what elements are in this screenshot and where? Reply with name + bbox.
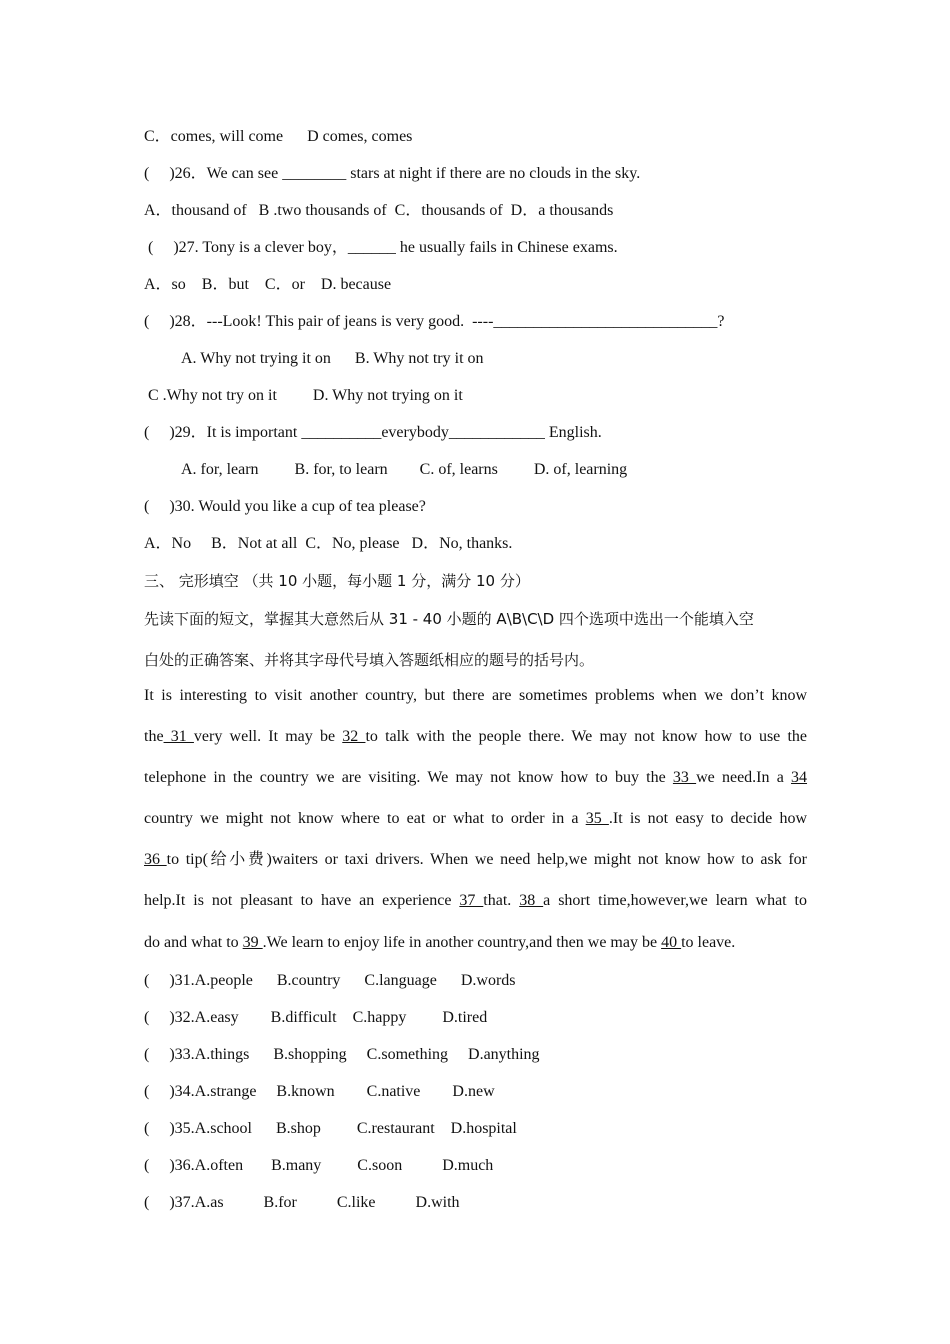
cloze-option-36: ( )36.A.often B.many C.soon D.much <box>144 1157 494 1174</box>
q28-options-ab: A. Why not trying it on B. Why not try it on <box>181 350 484 367</box>
passage-line-4: country we might not know where to eat or what to order in a 35 .It is not easy to decide how <box>144 810 807 827</box>
q26-stem: ( )26．We can see ________ stars at night if there are no clouds in the sky. <box>144 165 641 182</box>
blank-40: 40 <box>661 934 682 951</box>
q28-options-cd: C .Why not try on it D. Why not trying on it <box>148 387 463 404</box>
q26-options: A．thousand of B .two thousands of C．thousands of D．a thousands <box>144 202 614 219</box>
blank-36: 36 <box>144 851 167 868</box>
blank-35: 35 <box>585 810 609 827</box>
cloze-option-34: ( )34.A.strange B.known C.native D.new <box>144 1083 495 1100</box>
cloze-option-35: ( )35.A.school B.shop C.restaurant D.hospital <box>144 1120 517 1137</box>
q25-options: C．comes, will come D comes, comes <box>144 128 413 145</box>
section3-heading: 三、 完形填空 （共 10 小题，每小题 1 分，满分 10 分） <box>144 572 530 590</box>
q30-options: A．No B．Not at all C．No, please D．No, thanks. <box>144 535 513 552</box>
cloze-option-32: ( )32.A.easy B.difficult C.happy D.tired <box>144 1009 488 1026</box>
passage-line-3: telephone in the country we are visiting. We may not know how to buy the 33 we need.In a 34 <box>144 769 808 786</box>
blank-31: 31 <box>163 728 194 745</box>
cloze-option-31: ( )31.A.people B.country C.language D.words <box>144 972 516 989</box>
q28-stem: ( )28．---Look! This pair of jeans is very good. ----____________________________? <box>144 313 725 330</box>
q30-stem: ( )30. Would you like a cup of tea please? <box>144 498 426 515</box>
q27-options: A．so B．but C．or D. because <box>144 276 392 293</box>
passage-line-7: do and what to 39 .We learn to enjoy life in another country,and then we may be 40 to leave. <box>144 934 736 951</box>
section3-instructions-line1: 先读下面的短文，掌握其大意然后从 31 - 40 小题的 A\B\C\D 四个选项中选出一个能填入空 <box>144 610 754 628</box>
cloze-option-37: ( )37.A.as B.for C.like D.with <box>144 1194 460 1211</box>
passage-line-6: help.It is not pleasant to have an experience 37 that. 38 a short time,however,we learn what to <box>144 892 808 909</box>
blank-32: 32 <box>342 728 366 745</box>
passage-line-5: 36 to tip(给小费)waiters or taxi drivers. When we need help,we might not know how to ask for <box>144 851 807 868</box>
passage-line-1: It is interesting to visit another country, but there are sometimes problems when we don’t know <box>144 687 807 704</box>
blank-39: 39 <box>242 934 263 951</box>
q29-options: A. for, learn B. for, to learn C. of, learns D. of, learning <box>181 461 628 478</box>
section3-instructions-line2: 白处的正确答案、并将其字母代号填入答题纸相应的题号的括号内。 <box>144 651 595 669</box>
blank-38: 38 <box>519 892 544 909</box>
blank-34: 34 <box>791 769 808 786</box>
blank-33: 33 <box>672 769 697 786</box>
blank-37: 37 <box>459 892 484 909</box>
cloze-option-33: ( )33.A.things B.shopping C.something D.anything <box>144 1046 540 1063</box>
q29-stem: ( )29．It is important __________everybody____________ English. <box>144 424 602 441</box>
q27-stem: ( )27. Tony is a clever boy，______ he usually fails in Chinese exams. <box>144 239 618 256</box>
passage-line-2: the 31 very well. It may be 32 to talk with the people there. We may not know how to use the <box>144 728 807 745</box>
